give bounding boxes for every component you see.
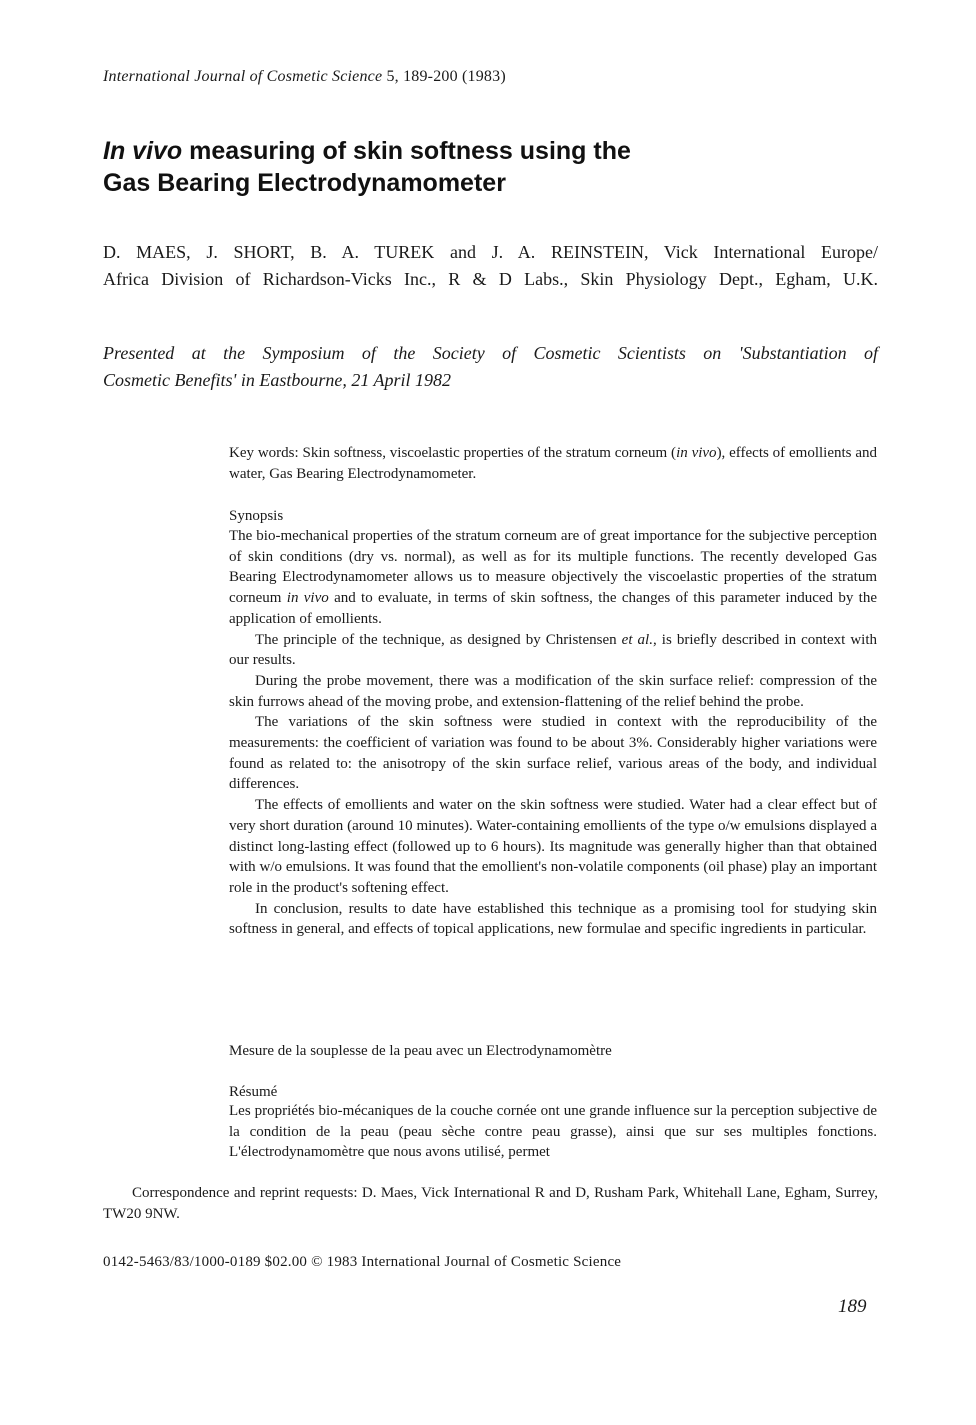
- title-line-1: [103, 135, 903, 167]
- correspondence-note: Correspondence and reprint requests: D. Maes, Vick International R and D, Rusham Park, Whitehall Lane, Egham, Surrey, TW20 9NW.: [103, 1185, 878, 1222]
- page-number: 189: [838, 1296, 867, 1317]
- presented-line-2: Cosmetic Benefits' in Eastbourne, 21 April 1982: [103, 370, 451, 390]
- presented-line-1: Presented at the Symposium of the Society of Cosmetic Scientists on 'Substantiation of: [103, 343, 878, 363]
- authors-line-2: Africa Division of Richardson-Vicks Inc., R & D Labs., Skin Physiology Dept., Egham, U.K.: [103, 269, 878, 289]
- presentation-note: [103, 340, 878, 394]
- keywords: [229, 443, 877, 484]
- synopsis-paragraph-5: The effects of emollients and water on the skin softness were studied. Water had a clear effect but of very short duration (around 10 minutes). Water-containing emollients of the type o/w emulsions displayed a distinct long-lasting effect (followed up to 6 hours). Its magnitude was generally higher than that obtained with w/o emulsions. It was found that the emollient's non-volatile components (oil phase) play an important role in the product's softening effect.: [229, 797, 877, 896]
- authors-line-1: D. MAES, J. SHORT, B. A. TUREK and J. A. REINSTEIN, Vick International Europe/: [103, 242, 878, 262]
- journal-name: International Journal of Cosmetic Science: [103, 68, 383, 85]
- keywords-text-a: Skin softness, viscoelastic properties of the stratum corneum (: [298, 445, 677, 461]
- resume-heading: Résumé: [229, 1084, 278, 1100]
- keywords-text-b: ), effects of emollients and water, Gas Bearing Electrodynamometer.: [229, 445, 878, 482]
- resume-body: [229, 1101, 877, 1163]
- synopsis-paragraph-3: During the probe movement, there was a modification of the skin surface relief: compression of the skin furrows ahead of the moving probe, and extension-flattening of the relief behind the probe.: [229, 672, 877, 710]
- article-title: [103, 135, 903, 199]
- french-title: Mesure de la souplesse de la peau avec un Electrodynamomètre: [229, 1043, 612, 1059]
- title-line-1-rest: measuring of skin softness using the: [182, 137, 631, 165]
- keywords-label: Key words:: [229, 445, 299, 461]
- issn-copyright-line: 0142-5463/83/1000-0189 $02.00 © 1983 International Journal of Cosmetic Science: [103, 1254, 622, 1270]
- title-line-2: Gas Bearing Electrodynamometer: [103, 169, 506, 197]
- synopsis-paragraph-2: The principle of the technique, as designed by Christensen et al., is briefly described in context with our results.: [229, 631, 877, 669]
- resume-paragraph: Les propriétés bio-mécaniques de la couche cornée ont une grande influence sur la perception subjective de la condition de la peau (peau sèche contre peau grasse), ainsi que sur ses multiples fonctions. L'électrodynamomètre que nous avons utilisé, permet: [229, 1103, 877, 1161]
- title-italic-in-vivo: In vivo: [103, 137, 183, 165]
- synopsis-body: [229, 526, 877, 940]
- synopsis-heading: Synopsis: [229, 508, 284, 524]
- authors-affiliation: [103, 239, 878, 293]
- journal-volume-pages: 5, 189-200 (1983): [386, 68, 506, 85]
- keywords-italic: in vivo: [676, 445, 717, 461]
- journal-citation: [103, 68, 506, 86]
- synopsis-paragraph-6: In conclusion, results to date have established this technique as a promising tool for studying skin softness in general, and effects of topical applications, new formulae and specific ingredients in particular.: [229, 900, 877, 938]
- synopsis-paragraph-1: The bio-mechanical properties of the stratum corneum are of great importance for the subjective perception of skin conditions (dry vs. normal), as well as for its multiple functions. The recently developed Gas Bearing Electrodynamometer allows us to measure objectively the viscoelastic properties of the stratum corneum in vivo and to evaluate, in terms of skin softness, the changes of this parameter induced by the application of emollients.: [229, 528, 877, 627]
- synopsis-paragraph-4: The variations of the skin softness were studied in context with the reproducibility of the measurements: the coefficient of variation was found to be about 3%. Considerably higher variations were found as related to: the anisotropy of the skin surface relief, various areas of the body, and individual differences.: [229, 714, 877, 793]
